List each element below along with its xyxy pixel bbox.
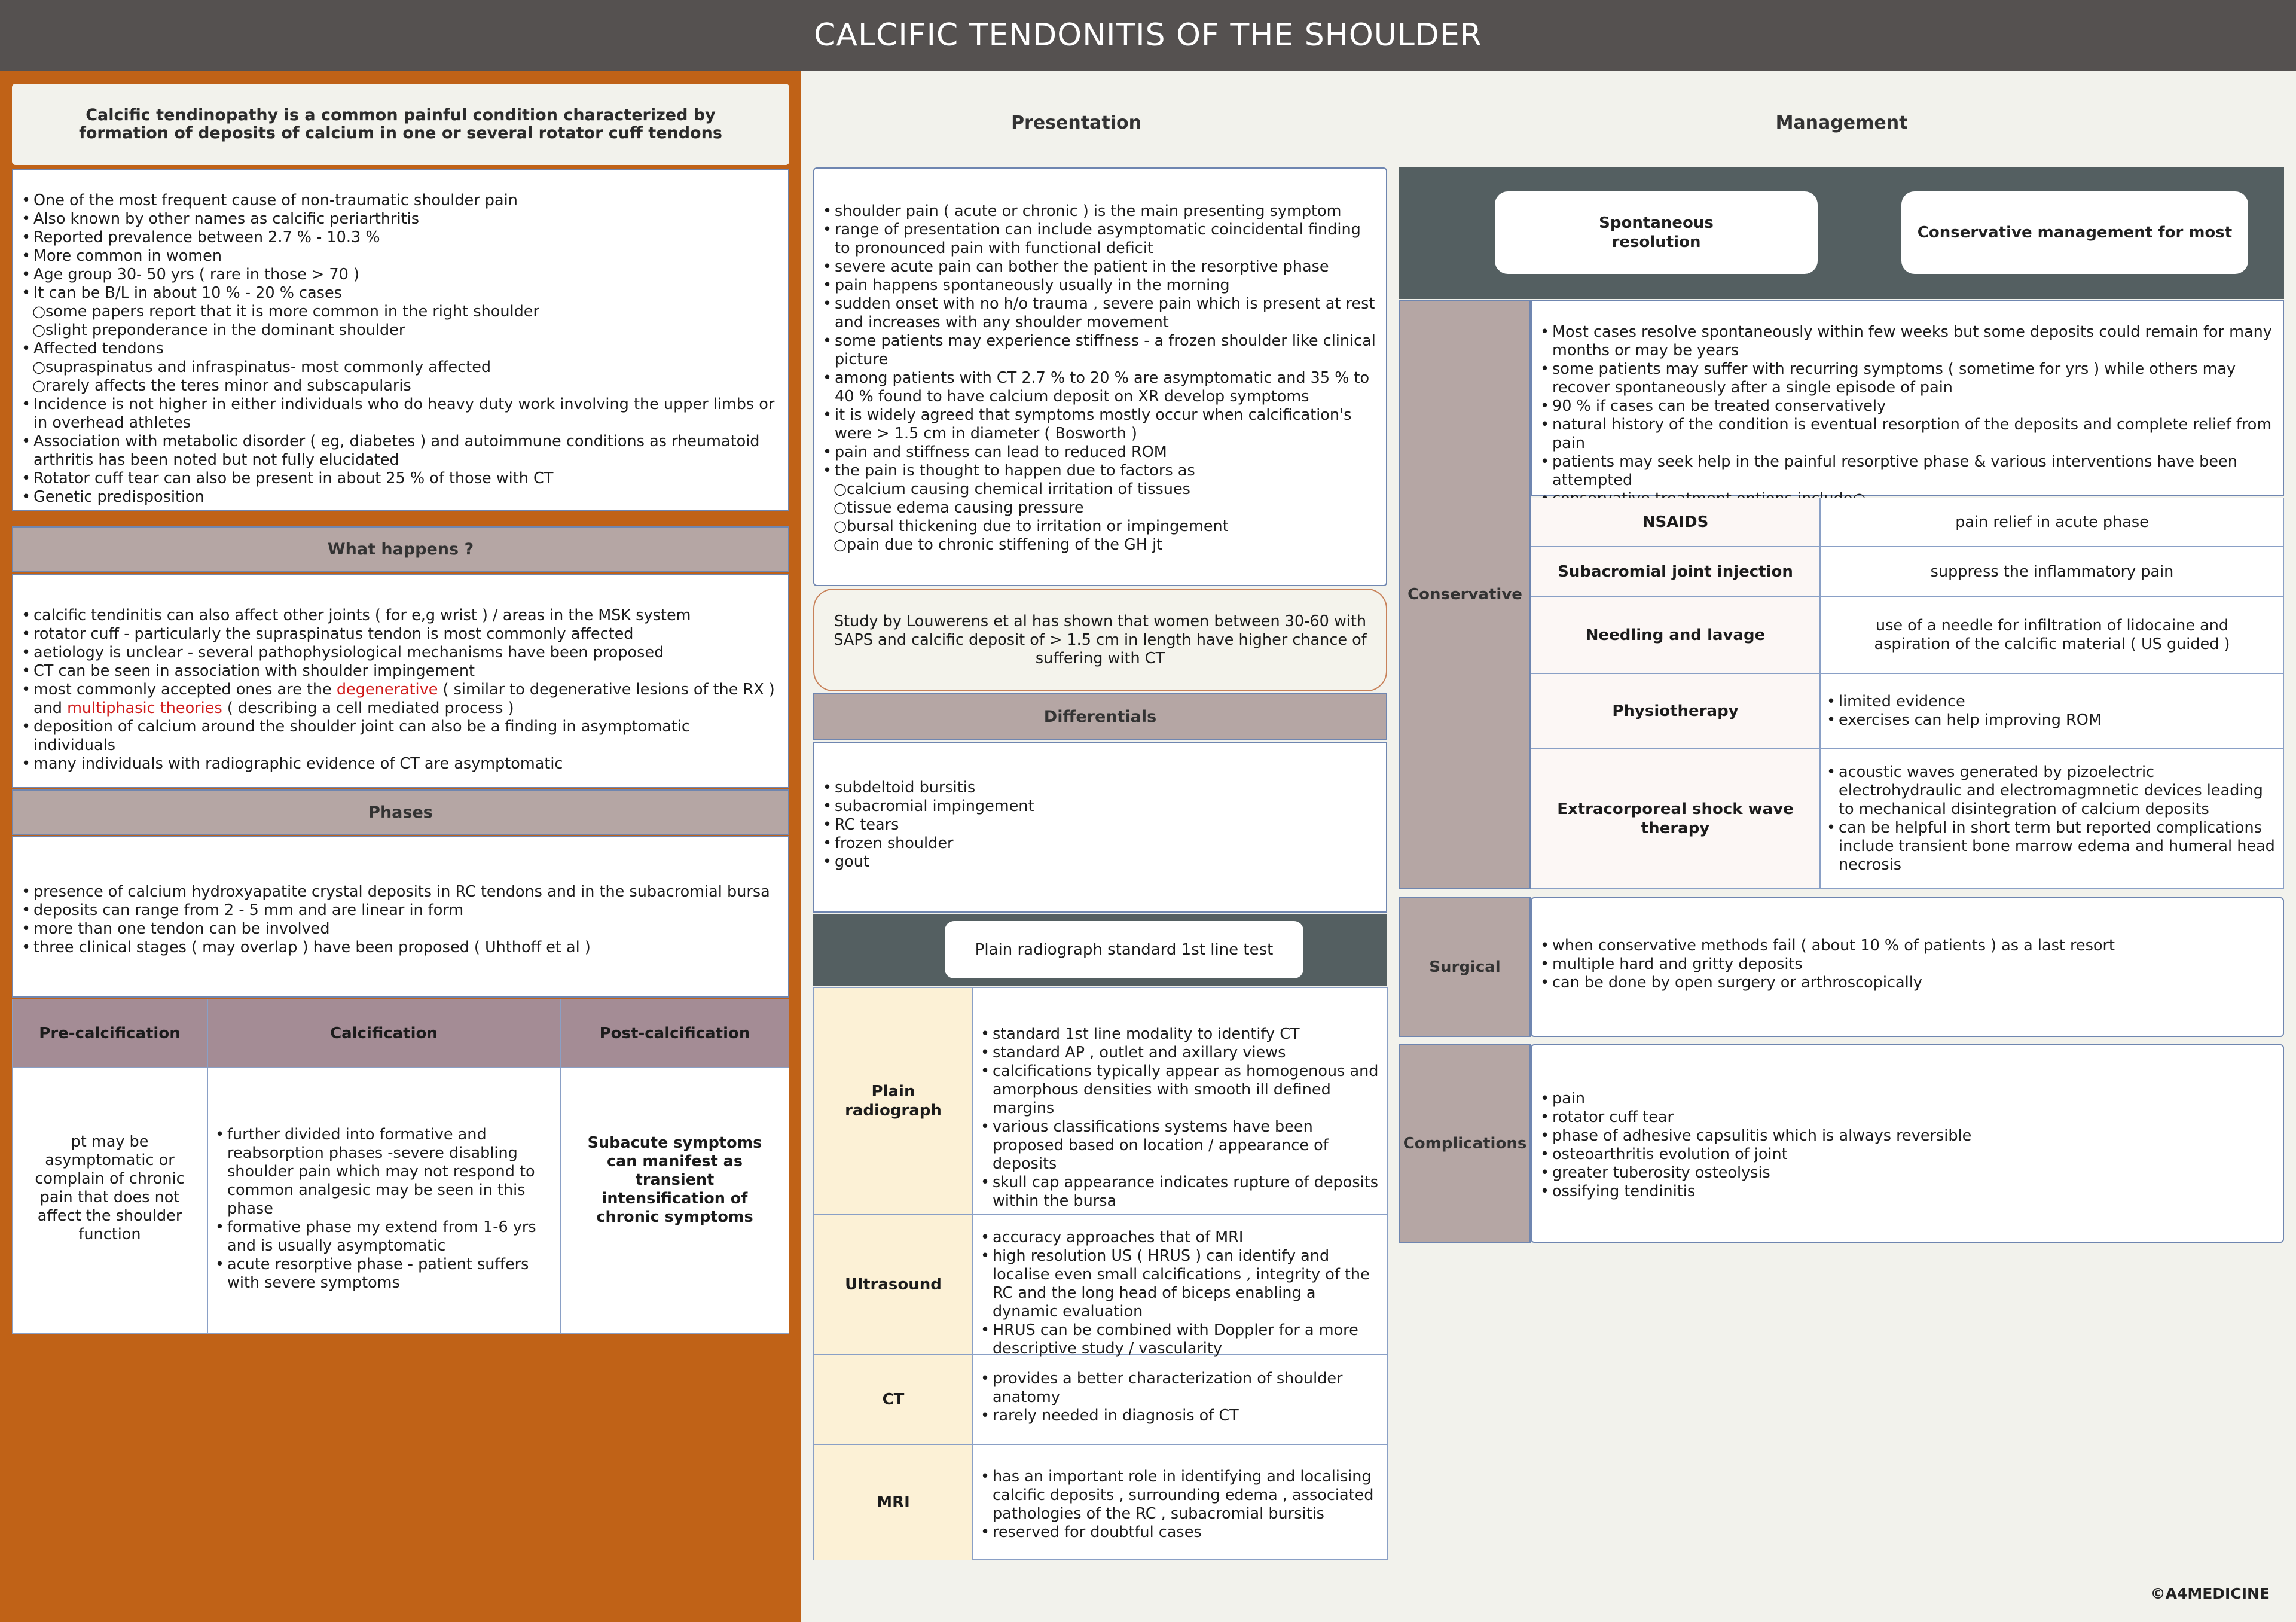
list-item: • calcifications typically appear as homogenous and amorphous densities with smooth ill defined margins <box>981 1062 1379 1118</box>
list-item: • Rotator cuff tear can also be present in about 25 % of those with CT <box>22 469 775 488</box>
list-item: • sudden onset with no h/o trauma , severe pain which is present at rest and increases with any shoulder movement <box>823 295 1378 332</box>
management-heading: Management <box>1775 112 1908 133</box>
treatment-name-shockwave: Extracorporeal shock wave therapy <box>1531 749 1820 889</box>
list-item: • Incidence is not higher in either individuals who do heavy duty work involving the upper limbs or in overhead athletes <box>22 395 775 432</box>
imaging-cell-mri <box>973 1444 1388 1560</box>
list-item: • when conservative methods fail ( about 10 % of patients ) as a last resort <box>1540 937 2270 955</box>
treatment-desc-physio <box>1820 673 2284 749</box>
list-item: • rarely needed in diagnosis of CT <box>981 1407 1379 1425</box>
list-item: • RC tears <box>823 816 1373 834</box>
list-item: • further divided into formative and reabsorption phases -severe disabling shoulder pain which may not respond to common analgesic may be seen in this phase <box>215 1126 551 1218</box>
list-item: • many individuals with radiographic evidence of CT are asymptomatic <box>22 755 775 773</box>
table-header-post: Post-calcification <box>560 999 789 1068</box>
list-item: • gout <box>823 853 1373 871</box>
list-item: • it is widely agreed that symptoms mostly occur when calcification's were > 1.5 cm in diameter ( Bosworth ) <box>823 406 1378 443</box>
list-item: • high resolution US ( HRUS ) can identify and localise even small calcifications , integrity of the RC and the long head of biceps enabling a dynamic evaluation <box>981 1247 1379 1321</box>
conservative-list <box>1532 323 2283 508</box>
list-item: • pain happens spontaneously usually in the morning <box>823 276 1378 295</box>
list-item: • accuracy approaches that of MRI <box>981 1228 1379 1247</box>
list-item: • deposition of calcium around the shoulder joint can also be a finding in asymptomatic individuals <box>22 718 775 755</box>
imaging-table <box>813 987 1387 1560</box>
phases-heading: Phases <box>12 789 789 835</box>
list-item: ○ calcium causing chemical irritation of tissues <box>823 480 1378 499</box>
list-item: • phase of adhesive capsulitis which is always reversible <box>1540 1127 2270 1145</box>
list-item: • among patients with CT 2.7 % to 20 % are asymptomatic and 35 % to 40 % found to have calcium deposit on XR develop symptoms <box>823 369 1378 406</box>
list-item: • most commonly accepted ones are the degenerative ( similar to degenerative lesions of the RX ) and multiphasic theories ( describing a cell mediated process ) <box>22 681 775 718</box>
differentials-heading: Differentials <box>813 693 1387 740</box>
imaging-label-ultrasound: Ultrasound <box>814 1215 973 1355</box>
list-item: • limited evidence <box>1827 693 2102 711</box>
imaging-label-ct: CT <box>814 1355 973 1444</box>
imaging-banner <box>813 914 1387 986</box>
differentials-list <box>814 779 1386 871</box>
intro-text: Calcific tendinopathy is a common painful condition characterized by formation of deposits of calcium in one or several rotator cuff tendons <box>79 106 722 142</box>
list-item: • three clinical stages ( may overlap ) have been proposed ( Uhthoff et al ) <box>22 938 775 957</box>
spontaneous-resolution-pill: Spontaneous resolution <box>1495 191 1818 274</box>
list-item: • Also known by other names as calcific periarthritis <box>22 210 775 228</box>
list-item: • pain and stiffness can lead to reduced ROM <box>823 443 1378 462</box>
list-item: • provides a better characterization of shoulder anatomy <box>981 1370 1379 1407</box>
conservative-label: Conservative <box>1399 300 1531 889</box>
list-item: • range of presentation can include asymptomatic coincidental finding to pronounced pain with functional deficit <box>823 221 1378 258</box>
list-item: • Association with metabolic disorder ( eg, diabetes ) and autoimmune conditions as rheumatoid arthritis has been noted but not fully elucidated <box>22 432 775 469</box>
list-item: • calcific tendinitis can also affect other joints ( for e,g wrist ) / areas in the MSK system <box>22 606 775 625</box>
treatment-name-injection: Subacromial joint injection <box>1531 547 1820 597</box>
what-happens-heading: What happens ? <box>12 526 789 572</box>
list-item: • subacromial impingement <box>823 797 1373 816</box>
list-item: • formative phase my extend from 1-6 yrs and is usually asymptomatic <box>215 1218 551 1255</box>
list-item: • shoulder pain ( acute or chronic ) is the main presenting symptom <box>823 202 1378 221</box>
complications-label: Complications <box>1399 1044 1531 1243</box>
list-item: • Genetic predisposition <box>22 488 775 507</box>
list-item: • the pain is thought to happen due to factors as <box>823 462 1378 480</box>
list-item: • standard 1st line modality to identify CT <box>981 1025 1379 1044</box>
list-item: • CT can be seen in association with shoulder impingement <box>22 662 775 681</box>
list-item: • acoustic waves generated by pizoelectric electrohydraulic and electromagmnetic devices leading to mechanical disintegration of calcium deposits <box>1827 763 2275 819</box>
presentation-heading: Presentation <box>1011 112 1141 133</box>
imaging-banner-pill: Plain radiograph standard 1st line test <box>945 921 1303 978</box>
complications-list <box>1532 1090 2283 1201</box>
list-item: • rotator cuff - particularly the supraspinatus tendon is most commonly affected <box>22 625 775 644</box>
complications-box <box>1531 1044 2284 1243</box>
treatment-name-physio: Physiotherapy <box>1531 673 1820 749</box>
list-item: • standard AP , outlet and axillary views <box>981 1044 1379 1062</box>
degenerative-highlight: degenerative <box>336 681 438 699</box>
list-item: • reserved for doubtful cases <box>981 1523 1379 1542</box>
list-item: • HRUS can be combined with Doppler for a more descriptive study / vascularity <box>981 1321 1379 1358</box>
multiphasic-highlight: multiphasic theories <box>67 699 222 717</box>
list-item: • has an important role in identifying and localising calcific deposits , surrounding edema , associated pathologies of the RC , subacromial bursitis <box>981 1468 1379 1523</box>
conservative-management-pill: Conservative management for most <box>1901 191 2248 274</box>
list-item: • Affected tendons <box>22 340 775 358</box>
table-header-pre: Pre-calcification <box>12 999 207 1068</box>
phases-list <box>13 883 788 957</box>
treatment-desc-nsaids: pain relief in acute phase <box>1820 498 2284 547</box>
list-item: • greater tuberosity osteolysis <box>1540 1164 2270 1182</box>
table-cell-post: Subacute symptoms can manifest as transient intensification of chronic symptoms <box>560 1068 789 1334</box>
imaging-cell-ct <box>973 1355 1388 1444</box>
list-item: • deposits can range from 2 - 5 mm and are linear in form <box>22 901 775 920</box>
list-item: ○ bursal thickening due to irritation or impingement <box>823 517 1378 536</box>
list-item: ○ slight preponderance in the dominant shoulder <box>22 321 775 340</box>
list-item: • Reported prevalence between 2.7 % - 10.3 % <box>22 228 775 247</box>
table-cell-calc <box>207 1068 560 1334</box>
what-happens-list <box>13 606 788 773</box>
list-item: • Age group 30- 50 yrs ( rare in those > 70 ) <box>22 266 775 284</box>
list-item: • more than one tendon can be involved <box>22 920 775 938</box>
overview-list <box>13 191 788 507</box>
treatment-name-needling: Needling and lavage <box>1531 597 1820 673</box>
intro-box <box>12 84 789 165</box>
list-item: • It can be B/L in about 10 % - 20 % cases <box>22 284 775 303</box>
list-item: • severe acute pain can bother the patient in the resorptive phase <box>823 258 1378 276</box>
list-item: • some patients may suffer with recurring symptoms ( sometime for yrs ) while others may recover spontaneously after a single episode of pain <box>1540 360 2273 397</box>
list-item: • can be helpful in short term but reported complications include transient bone marrow edema and humeral head necrosis <box>1827 819 2275 874</box>
list-item: • can be done by open surgery or arthroscopically <box>1540 974 2270 992</box>
list-item: • various classifications systems have been proposed based on location / appearance of deposits <box>981 1118 1379 1173</box>
page-title: CALCIFIC TENDONITIS OF THE SHOULDER <box>0 0 2296 71</box>
imaging-cell-xray <box>973 987 1388 1215</box>
phases-box <box>12 836 789 998</box>
management-banner <box>1399 167 2284 299</box>
what-happens-box <box>12 574 789 788</box>
list-item: ○ rarely affects the teres minor and subscapularis <box>22 377 775 395</box>
list-item: ○ some papers report that it is more common in the right shoulder <box>22 303 775 321</box>
list-item: • Most cases resolve spontaneously within few weeks but some deposits could remain for many months or may be years <box>1540 323 2273 360</box>
list-item: • More common in women <box>22 247 775 266</box>
copyright-footer: ©A4MEDICINE <box>2150 1585 2270 1602</box>
list-item: • osteoarthritis evolution of joint <box>1540 1145 2270 1164</box>
imaging-cell-ultrasound <box>973 1215 1388 1358</box>
overview-box <box>12 169 789 511</box>
conservative-box <box>1531 300 2284 496</box>
list-item: • ossifying tendinitis <box>1540 1182 2270 1201</box>
presentation-list <box>814 202 1386 554</box>
differentials-box <box>813 742 1387 913</box>
list-item: • acute resorptive phase - patient suffers with severe symptoms <box>215 1255 551 1292</box>
imaging-label-xray: Plain radiograph <box>814 987 973 1215</box>
surgical-label: Surgical <box>1399 897 1531 1037</box>
list-item: • natural history of the condition is eventual resorption of the deposits and complete relief from pain <box>1540 416 2273 453</box>
list-item: • some patients may experience stiffness - a frozen shoulder like clinical picture <box>823 332 1378 369</box>
table-cell-pre: pt may be asymptomatic or complain of chronic pain that does not affect the shoulder function <box>12 1068 207 1334</box>
list-item: • rotator cuff tear <box>1540 1108 2270 1127</box>
list-item: • exercises can help improving ROM <box>1827 711 2102 730</box>
surgical-list <box>1532 937 2283 992</box>
treatment-desc-injection: suppress the inflammatory pain <box>1820 547 2284 597</box>
list-item: • pain <box>1540 1090 2270 1108</box>
list-item: • 90 % if cases can be treated conservatively <box>1540 397 2273 416</box>
surgical-box <box>1531 897 2284 1037</box>
list-item: • patients may seek help in the painful resorptive phase & various interventions have been attempted <box>1540 453 2273 490</box>
list-item: • skull cap appearance indicates rupture of deposits within the bursa <box>981 1173 1379 1211</box>
list-item: • presence of calcium hydroxyapatite crystal deposits in RC tendons and in the subacromial bursa <box>22 883 775 901</box>
list-item: • frozen shoulder <box>823 834 1373 853</box>
table-header-calc: Calcification <box>207 999 560 1068</box>
imaging-label-mri: MRI <box>814 1444 973 1560</box>
list-item: ○ pain due to chronic stiffening of the GH jt <box>823 536 1378 554</box>
phases-table <box>12 999 789 1334</box>
study-note: Study by Louwerens et al has shown that women between 30-60 with SAPS and calcific deposit of > 1.5 cm in length have higher chance of suffering with CT <box>813 589 1387 691</box>
treatment-table <box>1531 498 2284 889</box>
list-item: • subdeltoid bursitis <box>823 779 1373 797</box>
treatment-desc-shockwave <box>1820 749 2284 889</box>
list-item: • One of the most frequent cause of non-traumatic shoulder pain <box>22 191 775 210</box>
list-item: • multiple hard and gritty deposits <box>1540 955 2270 974</box>
presentation-box <box>813 167 1387 586</box>
treatment-name-nsaids: NSAIDS <box>1531 498 1820 547</box>
list-item: ○ tissue edema causing pressure <box>823 499 1378 517</box>
treatment-desc-needling: use of a needle for infiltration of lidocaine and aspiration of the calcific material ( US guided ) <box>1820 597 2284 673</box>
list-item: ○ supraspinatus and infraspinatus- most commonly affected <box>22 358 775 377</box>
list-item: • aetiology is unclear - several pathophysiological mechanisms have been proposed <box>22 644 775 662</box>
